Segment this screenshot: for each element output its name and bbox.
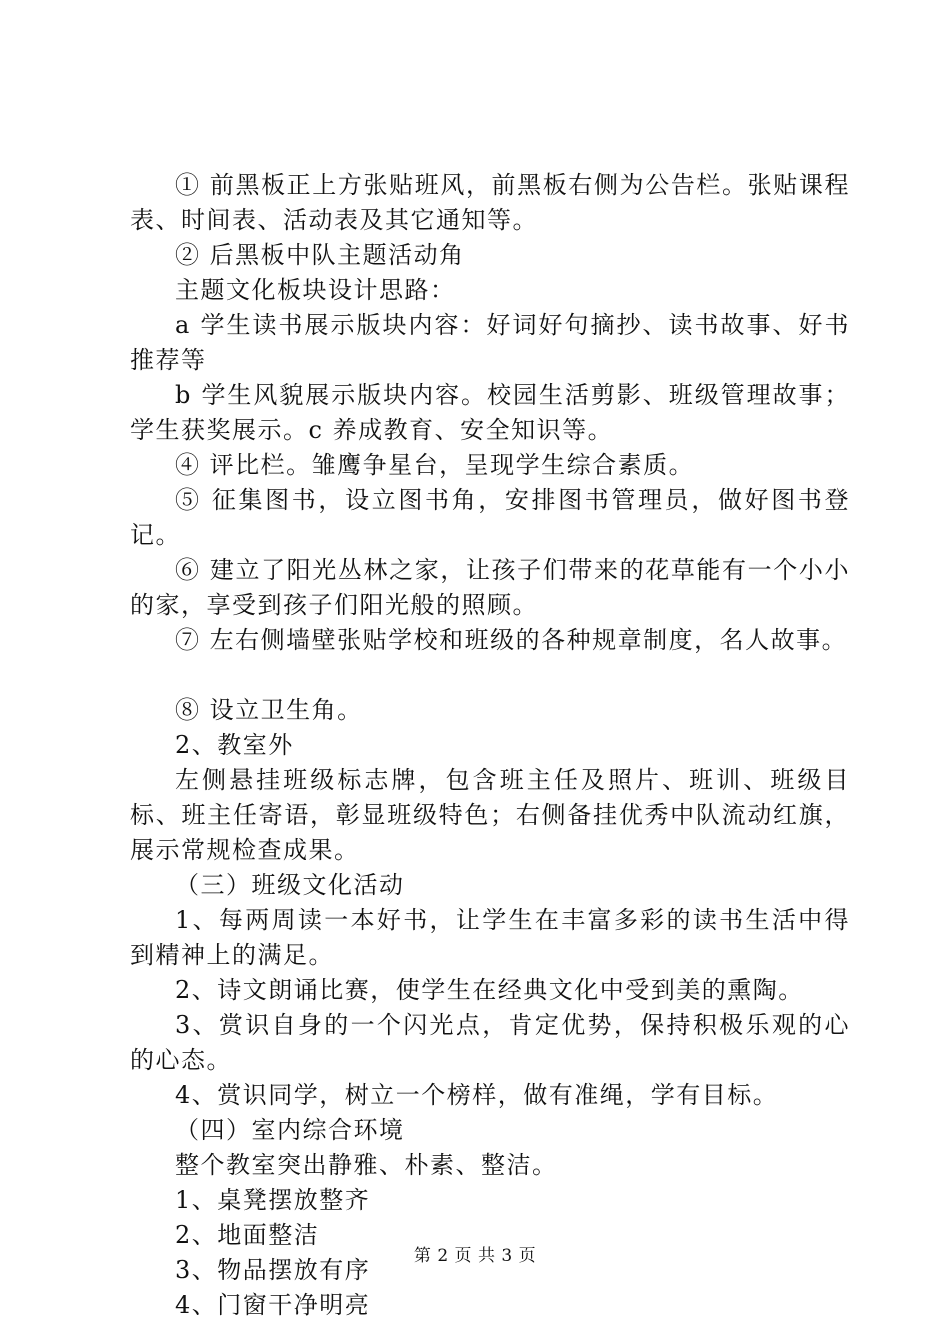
paragraph-book-corner: ⑤ 征集图书，设立图书角，安排图书管理员，做好图书登记。 xyxy=(130,486,850,549)
heading-class-activities: （三）班级文化活动 xyxy=(175,871,405,899)
blank-line xyxy=(130,658,850,693)
paragraph-wall-rules: ⑦ 左右侧墙壁张贴学校和班级的各种规章制度，名人故事。 xyxy=(175,626,848,654)
paragraph-rating-board: ④ 评比栏。雏鹰争星台，呈现学生综合素质。 xyxy=(175,451,695,479)
paragraph-activity-reading: 1、每两周读一本好书，让学生在丰富多彩的读书生活中得到精神上的满足。 xyxy=(130,906,850,969)
paragraph-activity-role-model: 4、赏识同学，树立一个榜样，做有准绳，学有目标。 xyxy=(175,1081,779,1109)
paragraph-activity-recitation: 2、诗文朗诵比赛，使学生在经典文化中受到美的熏陶。 xyxy=(175,976,804,1004)
paragraph-back-blackboard: ② 后黑板中队主题活动角 xyxy=(175,241,465,269)
paragraph-front-blackboard: ① 前黑板正上方张贴班风，前黑板右侧为公告栏。张贴课程表、时间表、活动表及其它通知等。 xyxy=(130,171,850,234)
paragraph-student-board: b 学生风貌展示版块内容。校园生活剪影、班级管理故事；学生获奖展示。c 养成教育、安全知识等。 xyxy=(130,381,850,444)
list-item-windows: 4、门窗干净明亮 xyxy=(175,1291,371,1319)
paragraph-hygiene-corner: ⑧ 设立卫生角。 xyxy=(175,696,363,724)
list-item-items: 3、物品摆放有序 xyxy=(175,1256,371,1284)
document-body xyxy=(130,168,850,1323)
list-item-floor: 2、地面整洁 xyxy=(175,1221,320,1249)
heading-indoor-environment: （四）室内综合环境 xyxy=(175,1116,405,1144)
paragraph-class-sign: 左侧悬挂班级标志牌，包含班主任及照片、班训、班级目标、班主任寄语，彰显班级特色；右侧备挂优秀中队流动红旗，展示常规检查成果。 xyxy=(130,766,850,864)
paragraph-environment-summary: 整个教室突出静雅、朴素、整洁。 xyxy=(175,1151,558,1179)
paragraph-theme-design: 主题文化板块设计思路： xyxy=(175,276,456,304)
paragraph-plant-corner: ⑥ 建立了阳光丛林之家，让孩子们带来的花草能有一个小小的家，享受到孩子们阳光般的照顾。 xyxy=(130,556,850,619)
heading-outside-classroom: 2、教室外 xyxy=(175,731,294,759)
page-number-footer: 第 2 页 共 3 页 xyxy=(413,1246,537,1266)
paragraph-activity-self-appreciation: 3、赏识自身的一个闪光点，肯定优势，保持积极乐观的心的心态。 xyxy=(130,1011,850,1074)
list-item-desks: 1、桌凳摆放整齐 xyxy=(175,1186,371,1214)
paragraph-reading-board: a 学生读书展示版块内容：好词好句摘抄、读书故事、好书推荐等 xyxy=(130,311,850,374)
